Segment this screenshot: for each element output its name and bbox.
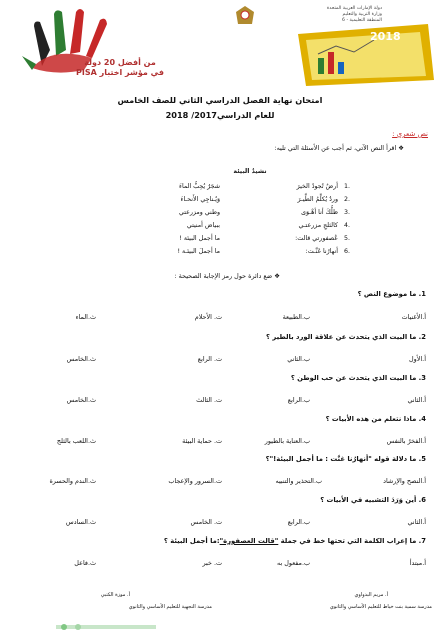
- exam-year: للعام الدراسي2017/ 2018: [165, 110, 275, 120]
- reading-instruction: ❖ اقرأ النص الآتي، ثم أجب عن الأسئلة التي تليه:: [274, 144, 404, 152]
- question-number: 6.: [418, 496, 426, 504]
- pisa-slogan-line1: من أفضل 20 دولة: [84, 58, 156, 67]
- question-number: 2.: [418, 333, 426, 341]
- option-d[interactable]: ث.الندم والحسرة: [49, 477, 96, 485]
- option-c[interactable]: ت. الرابع: [197, 355, 222, 363]
- option-c[interactable]: ت. حماية البيئة: [182, 437, 222, 445]
- ministry-line: دولة الإمارات العربية المتحدة: [326, 6, 382, 11]
- question-number: 4.: [418, 415, 426, 423]
- verse-number: 2.: [343, 196, 350, 203]
- year-badge: 2018: [370, 30, 401, 43]
- teacher-name-1: أ. مريم البدواوي: [354, 592, 388, 598]
- verse-left: ما أجمل البيئة !: [179, 235, 220, 242]
- option-b[interactable]: ب.العناية بالطيور: [264, 437, 310, 445]
- option-d[interactable]: ث.الخامس: [66, 396, 96, 404]
- verse-number: 6.: [343, 248, 350, 255]
- option-d[interactable]: ث.فاعل: [74, 559, 96, 567]
- option-d[interactable]: ث.اللعب بالثلج: [56, 437, 96, 445]
- school-name-2: مدرسة النجهية للتعليم الأساسي والثانوي: [128, 604, 212, 610]
- question-text: أين وَرَدَ التشبيه في الأبيات ؟: [320, 496, 417, 504]
- question-2: [266, 333, 426, 341]
- option-a[interactable]: أ.الأول: [409, 355, 426, 363]
- question-3: [291, 374, 426, 382]
- option-c[interactable]: ت. الأحلام: [194, 313, 222, 321]
- question-6: [320, 496, 426, 504]
- option-c[interactable]: ت. الخامس: [190, 518, 222, 526]
- question-text: ما دلالة قوله "أنهارُنا غنَّت : ما أجمل البيئة!"؟: [265, 455, 417, 463]
- option-c[interactable]: ت.السرور والإعجاب: [168, 477, 222, 485]
- option-d[interactable]: ث.الماء: [75, 313, 96, 321]
- uae-emblem-icon: [232, 4, 258, 26]
- section-label: نص شعري :: [392, 130, 428, 138]
- verse-left: شجَرٌ يُحِبُّ الماءَ: [178, 183, 220, 190]
- verse-number: 3.: [343, 209, 350, 216]
- verse-number: 4.: [343, 222, 350, 229]
- question-1: [358, 290, 426, 298]
- question-text: ما البيت الذي يتحدث عن علاقة الورد بالطير ؟: [266, 333, 417, 341]
- verse-right: وردٌ يُكلِّمُ الطَّيـرَ: [297, 196, 338, 203]
- verse-left: ببياض أمنيتي: [186, 222, 220, 229]
- option-a[interactable]: أ.مبتدأ: [409, 559, 426, 567]
- underlined-phrase: "قالت العصفورة": [219, 537, 279, 545]
- question-number: 7.: [418, 537, 426, 545]
- ministry-line: المنطقة التعليمية - 6: [342, 18, 382, 23]
- verse-right: عُصفورتي قالت:: [295, 235, 338, 242]
- footer-decoration: [56, 616, 156, 624]
- verse-left: وطني ومزرعتي: [178, 209, 220, 216]
- verse-right: ظلُّكَ أنا أهْـوَى: [301, 209, 338, 216]
- poem-title: نشيدُ البيئة: [233, 168, 267, 175]
- question-number: 1.: [418, 290, 426, 298]
- ministry-line: وزارة التربية والتعليم: [342, 12, 382, 17]
- mc-instruction: ❖ ضع دائرة حول رمز الإجابة الصحيحة :: [174, 272, 280, 280]
- option-b[interactable]: ب.مفعول به: [277, 559, 310, 567]
- question-text: ما إعراب الكلمة التي تحتها خط في جملة: [278, 537, 417, 545]
- question-7: [164, 537, 426, 545]
- option-b[interactable]: ب.الرابع: [287, 396, 310, 404]
- option-b[interactable]: ب.الطبيعة: [282, 313, 310, 321]
- option-c[interactable]: ت. خبر: [202, 559, 222, 567]
- option-b[interactable]: ب.الرابع: [287, 518, 310, 526]
- option-a[interactable]: أ.الأغنيات: [401, 313, 426, 321]
- verse-right: كالثلجِ مزرعتـي: [298, 222, 338, 229]
- verse-left: ما أجملَ البيئـة !: [177, 248, 220, 255]
- question-5: [266, 455, 426, 463]
- question-text: ما البيت الذي يتحدث عن حب الوطن ؟: [290, 374, 417, 382]
- question-number: 5.: [418, 455, 426, 463]
- question-4: [326, 415, 426, 423]
- pisa-slogan-line2: في مؤشر اختبار PISA: [76, 68, 164, 77]
- option-a[interactable]: أ.الفخرُ بالنفس: [386, 437, 426, 445]
- verse-right: أنهارُنا غَنَّـت:: [305, 248, 338, 255]
- question-text-end: :ما أجمل البيئة ؟: [163, 537, 220, 545]
- option-a[interactable]: أ.الثاني: [407, 396, 426, 404]
- option-b[interactable]: ب.التحذير والتنبيه: [275, 477, 322, 485]
- verse-number: 5.: [343, 235, 350, 242]
- verse-right: أرضٌ تُجودُ الخيرَ: [296, 183, 338, 190]
- question-number: 3.: [418, 374, 426, 382]
- school-name-1: مدرسة سمية بنت خياط للتعليم الأساسي والثانوي: [329, 604, 432, 610]
- verse-number: 1.: [343, 183, 350, 190]
- option-d[interactable]: ث.السادس: [65, 518, 96, 526]
- question-text: ماذا نتعلم من هذه الأبيات ؟: [325, 415, 417, 423]
- option-a[interactable]: أ.النصح والإرشاد: [383, 477, 426, 485]
- option-b[interactable]: ب.الثاني: [287, 355, 310, 363]
- question-text: ما موضوع النص ؟: [357, 290, 417, 298]
- option-a[interactable]: أ.الثاني: [407, 518, 426, 526]
- year-2018-graphic: [288, 22, 436, 88]
- verse-left: وَيُـناجِي الأَنحـاءَ: [180, 196, 220, 203]
- exam-title: امتحان نهاية الفصل الدراسي الثاني للصف الخامس: [117, 95, 323, 105]
- teacher-name-2: أ. موزة الكتبي: [100, 592, 130, 598]
- option-c[interactable]: ت. الثالث: [196, 396, 222, 404]
- option-d[interactable]: ث.الخامس: [66, 355, 96, 363]
